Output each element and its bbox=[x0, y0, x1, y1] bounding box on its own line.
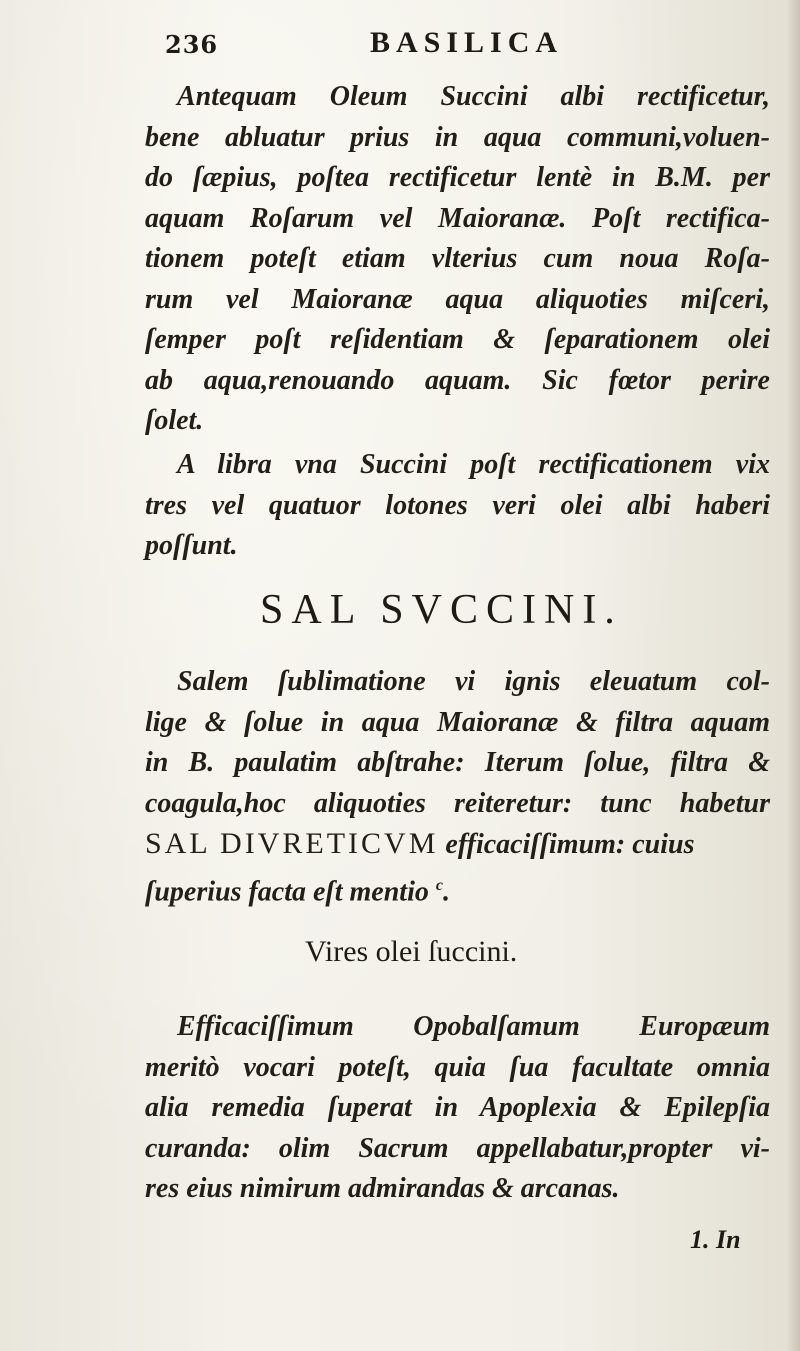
text-line: tres vel quatuor lotones veri olei albi haberi bbox=[145, 489, 770, 521]
text-line: ſuperius facta eſt mentio $^c$. bbox=[145, 875, 450, 907]
text-line: Efficaciſſimum Opobalſamum Europæum bbox=[177, 1011, 770, 1042]
catchword: 1. In bbox=[690, 1225, 741, 1254]
text-line: alia remedia ſuperat in Apoplexia & Epilepſia bbox=[145, 1092, 770, 1123]
running-head: BASILICA bbox=[370, 26, 564, 59]
text-line: curanda: olim Sacrum appellabatur,propter vi- bbox=[145, 1132, 770, 1164]
paragraph-libra-succini bbox=[145, 445, 770, 567]
sal-diureticum-smallcaps: SAL DIVRETICVM bbox=[145, 827, 439, 860]
text-line: Salem ſublimatione vi ignis eleuatum col- bbox=[177, 666, 770, 697]
text-fragment: efficaciſſimum: cuius bbox=[445, 829, 695, 860]
footnote-marker: c bbox=[435, 876, 443, 894]
text-line: tionem poteſt etiam vlterius cum noua Roſa- bbox=[145, 243, 770, 274]
section-heading-sal-succini: SAL SVCCINI. bbox=[260, 587, 623, 633]
text-line bbox=[145, 824, 770, 866]
paragraph-oleum-succini bbox=[145, 77, 770, 442]
text-line: bene abluatur prius in aqua communi,voluen- bbox=[145, 121, 770, 153]
text-line: lige & ſolue in aqua Maioranæ & filtra aquam bbox=[145, 706, 770, 738]
text-line: rum vel Maioranæ aqua aliquoties miſceri, bbox=[145, 283, 770, 315]
paragraph-vires-olei bbox=[145, 1007, 770, 1210]
text-line: aquam Roſarum vel Maioranæ. Poſt rectifica- bbox=[145, 202, 770, 234]
page-header bbox=[165, 18, 765, 68]
paragraph-sal-succini bbox=[145, 662, 770, 912]
text-line: coagula,hoc aliquoties reiteretur: tunc habetur bbox=[145, 787, 770, 819]
text-line: ab aqua,renouando aquam. Sic fœtor perire bbox=[145, 364, 770, 396]
page-number: 236 bbox=[165, 30, 219, 59]
text-line: do ſæpius, poſtea rectificetur lentè in B.M. per bbox=[145, 162, 770, 193]
page-edge-shadow bbox=[786, 0, 800, 1351]
section-heading-vires: Vires olei ſuccini. bbox=[305, 935, 518, 968]
text-line: meritò vocari poteſt, quia ſua facultate omnia bbox=[145, 1051, 770, 1083]
text-fragment: ſuperius facta eſt mentio bbox=[145, 875, 429, 907]
text-line: poſſunt. bbox=[145, 530, 238, 561]
text-line: ſemper poſt reſidentiam & ſeparationem olei bbox=[145, 324, 770, 355]
text-line: Antequam Oleum Succini albi rectificetur, bbox=[177, 81, 770, 112]
text-line: ſolet. bbox=[145, 405, 204, 436]
text-line: res eius nimirum admirandas & arcanas. bbox=[145, 1173, 620, 1204]
text-line: in B. paulatim abſtrahe: Iterum ſolue, filtra & bbox=[145, 747, 770, 778]
text-line: A libra vna Succini poſt rectificationem vix bbox=[177, 449, 770, 480]
